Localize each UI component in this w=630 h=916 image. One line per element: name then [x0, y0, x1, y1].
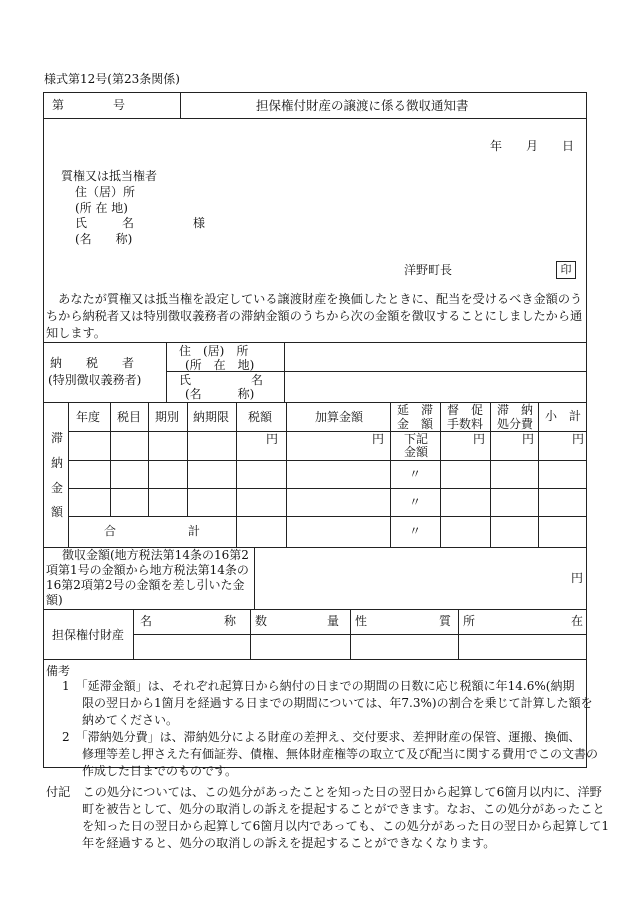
seal-mark: 印 [556, 261, 576, 279]
addressee-name-label-2: 名 [122, 216, 135, 230]
header-fee-2: 手数料 [447, 417, 484, 431]
taxpayer-address-label: 住 (居) 所 [179, 344, 249, 358]
rule [166, 342, 167, 402]
addressee-name-label-1: 氏 [75, 216, 88, 230]
document-title: 担保権付財産の譲渡に係る徴収通知書 [256, 98, 469, 113]
note-line-1: 付記 この処分については、この処分があったことを知った日の翌日から起算して6箇月以内に、洋野 [46, 785, 602, 799]
rule [68, 488, 587, 489]
header-period: 期別 [155, 410, 180, 424]
yen-unit: 円 [372, 432, 385, 446]
rule [187, 402, 188, 516]
number-label-1: 第 [52, 98, 65, 112]
delay-note-1: 下記 [404, 432, 429, 446]
issuer: 洋野町長 [404, 263, 453, 277]
rule [440, 402, 441, 547]
rule [254, 547, 255, 609]
rule [284, 342, 285, 402]
rule [286, 402, 287, 547]
date-month: 月 [526, 139, 539, 153]
addressee-role: 質権又は抵当権者 [61, 169, 158, 183]
rule [68, 402, 69, 547]
addressee-entity-label: (名 称) [75, 232, 133, 246]
rule [236, 402, 237, 547]
remark-1-line-3: 納めてください。 [82, 713, 179, 727]
header-due-date: 納期限 [193, 410, 230, 424]
header-tax-item: 税目 [117, 410, 142, 424]
date-year: 年 [490, 139, 503, 153]
header-delay-1: 延 滞 [397, 403, 434, 417]
collection-text-1: 徴収金額(地方税法第14条の16第2 [62, 548, 249, 562]
addressee-honorific: 様 [193, 216, 206, 230]
arrears-label-1: 滞 [51, 431, 64, 445]
collateral-quantity-header: 数 量 [255, 614, 340, 628]
form-number: 様式第12号(第23条関係) [44, 72, 180, 86]
header-tax-amount: 税額 [248, 410, 273, 424]
header-subtotal: 小 計 [545, 409, 582, 423]
collateral-label: 担保権付財産 [52, 628, 125, 642]
ditto-mark: 〃 [409, 524, 422, 538]
arrears-label-4: 額 [51, 505, 64, 519]
intro-line-2: ちから納税者又は特別徴収義務者の滞納金額のうちから次の金額を徴収することにしましたから通 [46, 309, 583, 323]
rule [180, 92, 181, 118]
collateral-location-header: 所 在 [463, 614, 584, 628]
rule [390, 402, 391, 547]
collection-text-2: 項第1号の金額から地方税法第14条の [46, 563, 249, 577]
rule [68, 460, 587, 461]
header-additional-amount: 加算金額 [315, 410, 364, 424]
rule [148, 402, 149, 516]
note-line-4: 年を経過すると、処分の取消しの訴えを提起することができなくなります。 [82, 836, 496, 850]
rule [68, 516, 587, 517]
number-label-2: 号 [113, 98, 126, 112]
note-line-3: を知った日の翌日から起算して6箇月以内であっても、この処分があった日の翌日から起算して1 [82, 819, 610, 833]
rule [538, 402, 539, 547]
rule [133, 634, 587, 635]
note-line-2: 町を被告として、処分の取消しの訴えを提起することができます。なお、この処分があったこと [82, 802, 605, 816]
addressee-location-label: (所 在 地) [75, 201, 128, 215]
taxpayer-entity-label: (名 称) [185, 387, 255, 401]
arrears-label-3: 金 [51, 481, 64, 495]
taxpayer-location-label: (所 在 地) [185, 358, 255, 372]
header-disposal-2: 処分費 [497, 417, 534, 431]
remark-2-line-3: 作成した日までのものです。 [82, 764, 238, 778]
header-delay-2: 金 額 [397, 417, 434, 431]
header-fiscal-year: 年度 [76, 410, 101, 424]
yen-unit: 円 [473, 432, 486, 446]
date-day: 日 [562, 139, 575, 153]
taxpayer-label: 納 税 者 [50, 356, 135, 370]
arrears-label-2: 納 [51, 456, 64, 470]
remark-1-line-1: 1 「延滞金額」は、それぞれ起算日から納付の日までの期間の日数に応じ税額に年14.6%(納期 [62, 679, 575, 693]
rule [43, 342, 587, 343]
total-label: 合 計 [104, 524, 201, 538]
header-disposal-1: 滞 納 [497, 403, 534, 417]
yen-unit: 円 [572, 432, 585, 446]
rule [490, 402, 491, 547]
yen-unit: 円 [266, 432, 279, 446]
addressee-address-label: 住（居）所 [75, 185, 136, 199]
ditto-mark: 〃 [409, 495, 422, 509]
collection-text-3: 16第2項第2号の金額を差し引いた金 [46, 578, 245, 592]
remarks-title: 備考 [46, 664, 71, 678]
remark-2-line-2: 修理等差し押さえた有価証券、債権、無体財産権等の取立て及び配当に関する費用でこの文書の [82, 747, 599, 761]
header-fee-1: 督 促 [447, 403, 484, 417]
taxpayer-name-label: 氏 名 [179, 373, 264, 387]
rule [43, 609, 587, 610]
intro-line-1: あなたが質権又は抵当権を設定している譲渡財産を換価したときに、配当を受けるべき金額のう [46, 292, 583, 306]
collection-text-4: 額) [46, 593, 63, 607]
collection-yen: 円 [571, 571, 584, 585]
collateral-name-header: 名 称 [140, 614, 237, 628]
yen-unit: 円 [522, 432, 535, 446]
ditto-mark: 〃 [409, 467, 422, 481]
delay-note-2: 金額 [404, 445, 429, 459]
special-collector-label: (特別徴収義務者) [48, 373, 142, 387]
rule [110, 402, 111, 516]
rule [43, 118, 587, 119]
remark-2-line-1: 2 「滞納処分費」は、滞納処分による財産の差押え、交付要求、差押財産の保管、運搬、換価、 [62, 730, 581, 744]
intro-line-3: 知します。 [46, 326, 106, 340]
rule [43, 659, 587, 660]
collateral-nature-header: 性 質 [355, 614, 452, 628]
remark-1-line-2: 限の翌日から1箇月を経過する日までの期間については、年7.3%)の割合を乗じて計算した額を [82, 696, 593, 710]
